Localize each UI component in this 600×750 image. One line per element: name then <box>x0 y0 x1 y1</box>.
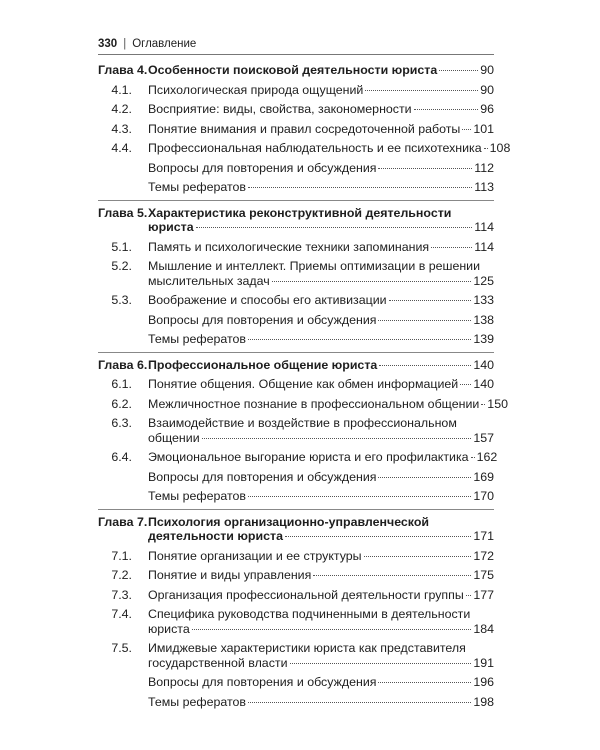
chapter-title-line2: юриста <box>148 220 194 234</box>
chapter-title-line2: деятельности юриста <box>148 529 283 543</box>
toc-entry[interactable] <box>98 240 494 255</box>
toc-entry[interactable] <box>98 489 494 504</box>
section-number: 7.5. <box>111 641 132 655</box>
section-title: Оглавление <box>132 38 197 50</box>
running-header <box>98 37 494 55</box>
entry-title-line2: мыслительных задач <box>148 273 270 288</box>
toc-entry[interactable] <box>98 641 494 670</box>
entry-title: Психологическая природа ощущений <box>148 82 364 97</box>
entry-title: Вопросы для повторения и обсуждения <box>148 160 377 175</box>
toc-entry[interactable] <box>98 450 498 465</box>
chapter-title-line1: Психология организационно-управленческой <box>148 514 430 529</box>
page-ref: 175 <box>473 568 494 582</box>
chapter-label: Глава 7. <box>98 514 148 529</box>
entry-title-line2: общении <box>148 430 200 445</box>
page-ref: 90 <box>480 63 494 77</box>
page-ref: 114 <box>474 239 494 254</box>
page-ref: 184 <box>473 621 494 636</box>
entry-title: Темы рефератов <box>148 694 247 709</box>
page-ref: 139 <box>473 332 494 346</box>
entry-title: Темы рефератов <box>148 332 247 346</box>
page-ref: 162 <box>476 450 498 464</box>
page-ref: 90 <box>480 82 494 97</box>
section-number: 6.2. <box>111 396 132 411</box>
page-ref: 171 <box>473 529 494 543</box>
page-ref: 157 <box>473 430 494 445</box>
toc-entry[interactable] <box>98 293 494 308</box>
section-number: 4.2. <box>111 102 132 116</box>
entry-title: Воображение и способы его активизации <box>148 293 387 307</box>
entry-title: Понятие и виды управления <box>148 568 312 582</box>
chapter-5 <box>98 206 494 353</box>
entry-title-line1: Имиджевые характеристики юриста как представителя <box>148 641 466 655</box>
header-separator: | <box>123 38 127 50</box>
page-ref: 140 <box>473 357 494 372</box>
page-ref: 196 <box>473 675 494 689</box>
toc-entry[interactable] <box>98 102 494 117</box>
chapter-6 <box>98 357 508 510</box>
toc-entry[interactable] <box>98 83 494 98</box>
page-ref: 170 <box>473 489 494 503</box>
toc-entry[interactable] <box>98 695 494 710</box>
toc-entry[interactable] <box>98 332 494 347</box>
section-number: 7.2. <box>111 568 132 582</box>
entry-title: Понятие общения. Общение как обмен информацией <box>148 377 459 391</box>
entry-title: Понятие внимания и правил сосредоточенной работы <box>148 121 461 136</box>
section-number: 7.3. <box>111 587 132 602</box>
entry-title: Вопросы для повторения и обсуждения <box>148 675 377 689</box>
section-number: 6.4. <box>111 450 132 464</box>
entry-title: Вопросы для повторения и обсуждения <box>148 312 377 327</box>
section-number: 5.2. <box>111 259 132 273</box>
page-ref: 108 <box>489 141 511 155</box>
toc-entry[interactable] <box>98 259 494 288</box>
page-ref: 96 <box>480 102 494 116</box>
page-ref: 172 <box>473 548 494 563</box>
chapter-heading[interactable] <box>98 358 494 373</box>
page-ref: 138 <box>473 312 494 327</box>
toc-entry[interactable] <box>98 675 494 690</box>
toc-entry[interactable] <box>98 122 494 137</box>
chapter-heading[interactable] <box>98 206 494 235</box>
toc-entry[interactable] <box>98 568 494 583</box>
entry-title-line2: государственной власти <box>148 655 288 670</box>
section-number: 5.1. <box>111 239 132 254</box>
page-ref: 101 <box>473 121 494 136</box>
page-ref: 113 <box>474 180 494 194</box>
table-of-contents <box>98 58 511 714</box>
chapter-title: Особенности поисковой деятельности юриста <box>148 63 438 77</box>
chapter-title: Профессиональное общение юриста <box>148 357 378 372</box>
entry-title: Память и психологические техники запоминания <box>148 239 430 254</box>
chapter-heading[interactable] <box>98 63 494 78</box>
section-number: 4.4. <box>111 141 132 155</box>
page-ref: 169 <box>473 469 494 484</box>
section-number: 4.1. <box>111 82 132 97</box>
toc-entry[interactable] <box>98 161 494 176</box>
chapter-heading[interactable] <box>98 515 494 544</box>
toc-entry[interactable] <box>98 313 494 328</box>
entry-title-line1: Взаимодействие и воздействие в профессиональном <box>148 416 457 430</box>
section-number: 7.4. <box>111 607 132 621</box>
entry-title: Организация профессиональной деятельности группы <box>148 587 464 602</box>
entry-title-line1: Мышление и интеллект. Приемы оптимизации в решении <box>148 259 481 273</box>
toc-entry[interactable] <box>98 180 494 195</box>
entry-title-line1: Специфика руководства подчиненными в деятельности <box>148 607 471 621</box>
page-ref: 114 <box>474 220 494 234</box>
section-number: 6.1. <box>111 377 132 391</box>
chapter-7 <box>98 515 494 715</box>
toc-entry[interactable] <box>98 141 511 156</box>
section-number: 4.3. <box>111 121 132 136</box>
toc-entry[interactable] <box>98 470 494 485</box>
chapter-title-line1: Характеристика реконструктивной деятельности <box>148 205 452 220</box>
entry-title: Межличностное познание в профессиональном общении <box>148 396 480 411</box>
toc-entry[interactable] <box>98 588 494 603</box>
entry-title: Эмоциональное выгорание юриста и его профилактика <box>148 450 469 464</box>
page-ref: 191 <box>473 655 494 670</box>
section-number: 5.3. <box>111 293 132 307</box>
toc-entry[interactable] <box>98 396 508 412</box>
entry-title: Восприятие: виды, свойства, закономерности <box>148 102 412 116</box>
chapter-4 <box>98 63 511 201</box>
page-ref: 198 <box>473 694 494 709</box>
page-ref: 112 <box>474 160 494 175</box>
page-number: 330 <box>98 38 118 50</box>
entry-title-line2: юриста <box>148 621 190 636</box>
toc-entry[interactable] <box>98 377 494 392</box>
entry-title: Профессиональная наблюдательность и ее психотехника <box>148 141 482 155</box>
section-number: 7.1. <box>111 548 132 563</box>
chapter-label: Глава 6. <box>98 357 148 372</box>
entry-title: Темы рефератов <box>148 489 247 503</box>
toc-entry[interactable] <box>98 607 494 636</box>
page-ref: 177 <box>473 587 494 602</box>
section-number: 6.3. <box>111 416 132 430</box>
toc-entry[interactable] <box>98 549 494 564</box>
page-ref: 125 <box>473 273 494 288</box>
entry-title: Понятие организации и ее структуры <box>148 548 362 563</box>
entry-title: Вопросы для повторения и обсуждения <box>148 469 377 484</box>
page-ref: 150 <box>487 396 508 411</box>
chapter-label: Глава 5. <box>98 205 148 220</box>
chapter-label: Глава 4. <box>98 63 148 77</box>
page-ref: 140 <box>473 377 494 391</box>
entry-title: Темы рефератов <box>148 180 247 194</box>
toc-entry[interactable] <box>98 416 494 445</box>
page-ref: 133 <box>473 293 494 307</box>
